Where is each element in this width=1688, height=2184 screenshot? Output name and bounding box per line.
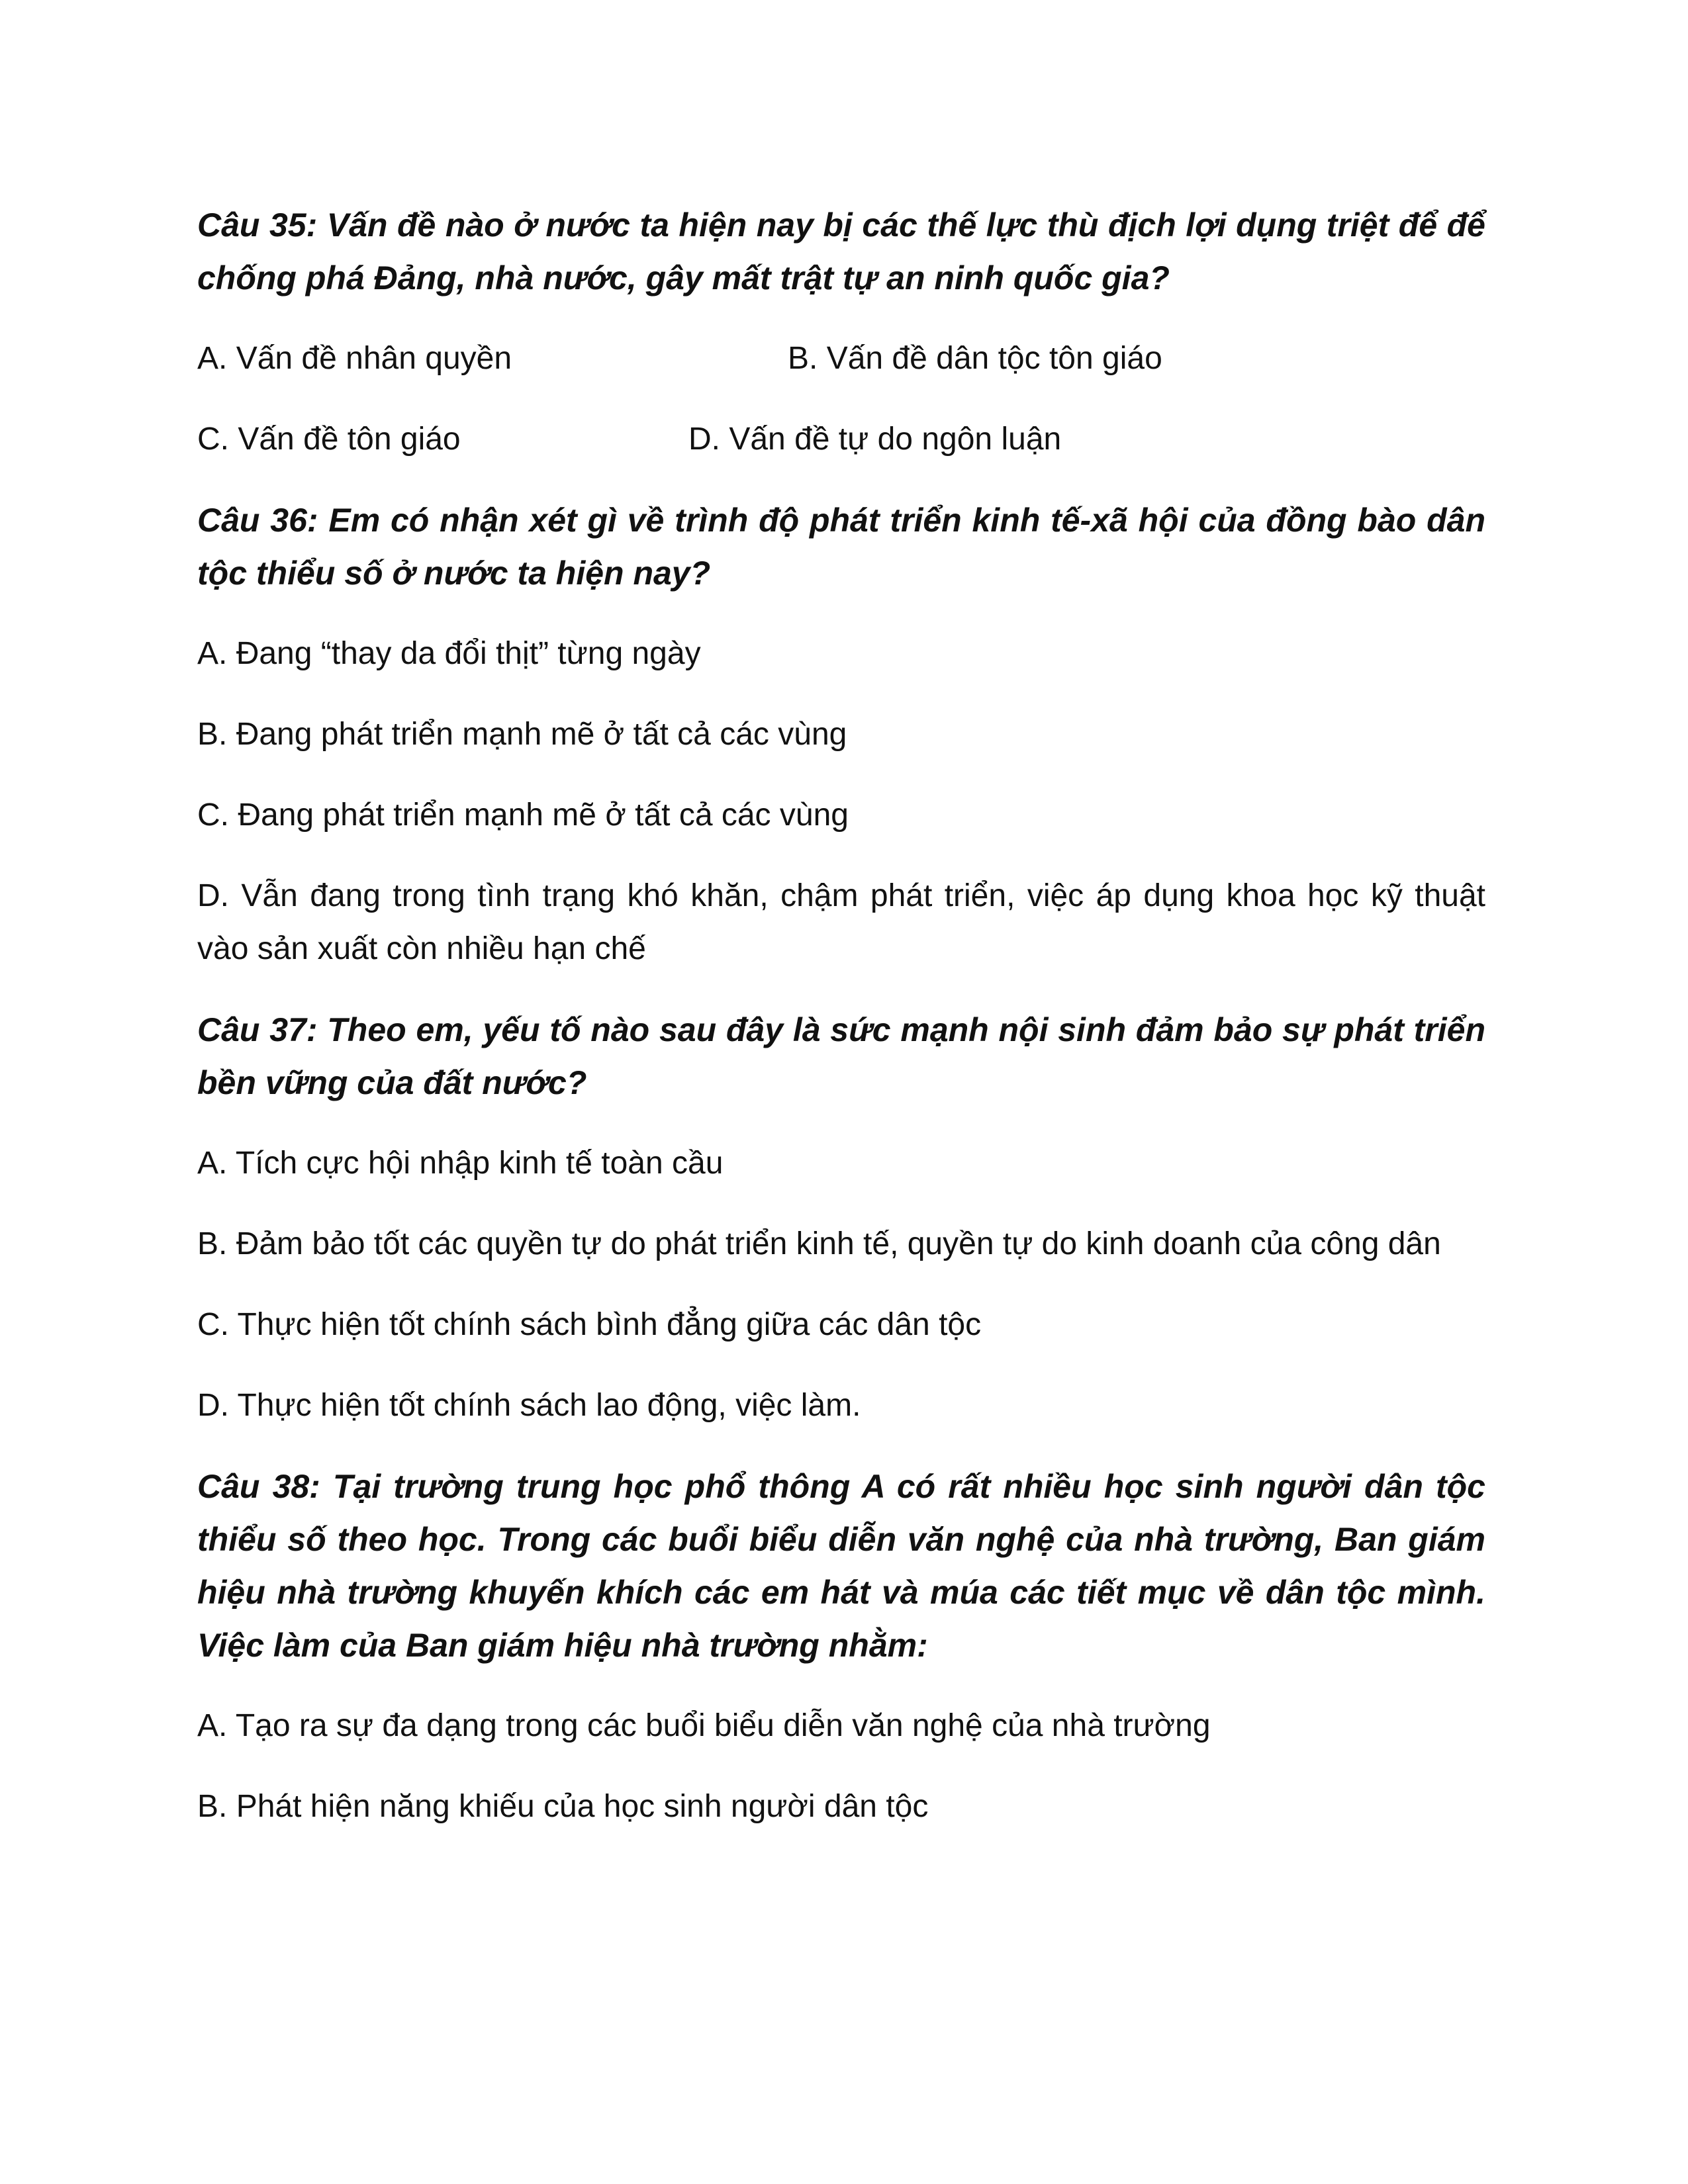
option-37-a: A. Tích cực hội nhập kinh tế toàn cầu xyxy=(197,1146,724,1181)
question-35: Câu 35: Vấn đề nào ở nước ta hiện nay bị các thế lực thù địch lợi dụng triệt để để chống phá Đảng, nhà nước, gây mất trật tự an ninh quốc gia? xyxy=(197,206,1485,296)
option-36-c: C. Đang phát triển mạnh mẽ ở tất cả các vùng xyxy=(197,797,849,833)
option-37-b: B. Đảm bảo tốt các quyền tự do phát triển kinh tế, quyền tự do kinh doanh của công dân xyxy=(197,1226,1441,1261)
question-38: Câu 38: Tại trường trung học phổ thông A có rất nhiều học sinh người dân tộc thiểu số theo học. Trong các buổi biểu diễn văn nghệ của nhà trường, Ban giám hiệu nhà trường khuyến khích các em hát và múa các tiết mục về dân tộc mình. Việc làm của Ban giám hiệu nhà trường nhằm: xyxy=(197,1468,1485,1664)
option-37-d: D. Thực hiện tốt chính sách lao động, việc làm. xyxy=(197,1388,861,1423)
question-37: Câu 37: Theo em, yếu tố nào sau đây là sức mạnh nội sinh đảm bảo sự phát triển bền vững của đất nước? xyxy=(197,1011,1485,1101)
option-35-a: A. Vấn đề nhân quyền xyxy=(197,341,512,376)
option-35-b: B. Vấn đề dân tộc tôn giáo xyxy=(788,341,1162,376)
document-page xyxy=(197,199,1485,1833)
option-36-a: A. Đang “thay da đổi thịt” từng ngày xyxy=(197,636,701,671)
option-36-d: D. Vẫn đang trong tình trạng khó khăn, chậm phát triển, việc áp dụng khoa học kỹ thuật vào sản xuất còn nhiều hạn chế xyxy=(197,878,1485,966)
option-38-b: B. Phát hiện năng khiếu của học sinh người dân tộc xyxy=(197,1789,929,1824)
question-36: Câu 36: Em có nhận xét gì về trình độ phát triển kinh tế-xã hội của đồng bào dân tộc thiểu số ở nước ta hiện nay? xyxy=(197,502,1485,592)
option-38-a: A. Tạo ra sự đa dạng trong các buổi biểu diễn văn nghệ của nhà trường xyxy=(197,1708,1211,1743)
option-35-c: C. Vấn đề tôn giáo xyxy=(197,422,461,457)
options-row-2 xyxy=(197,413,1485,466)
option-35-d: D. Vấn đề tự do ngôn luận xyxy=(688,422,1062,457)
options-row-1 xyxy=(197,332,1485,385)
option-37-c: C. Thực hiện tốt chính sách bình đẳng giữa các dân tộc xyxy=(197,1307,982,1342)
option-36-b: B. Đang phát triển mạnh mẽ ở tất cả các vùng xyxy=(197,717,847,752)
